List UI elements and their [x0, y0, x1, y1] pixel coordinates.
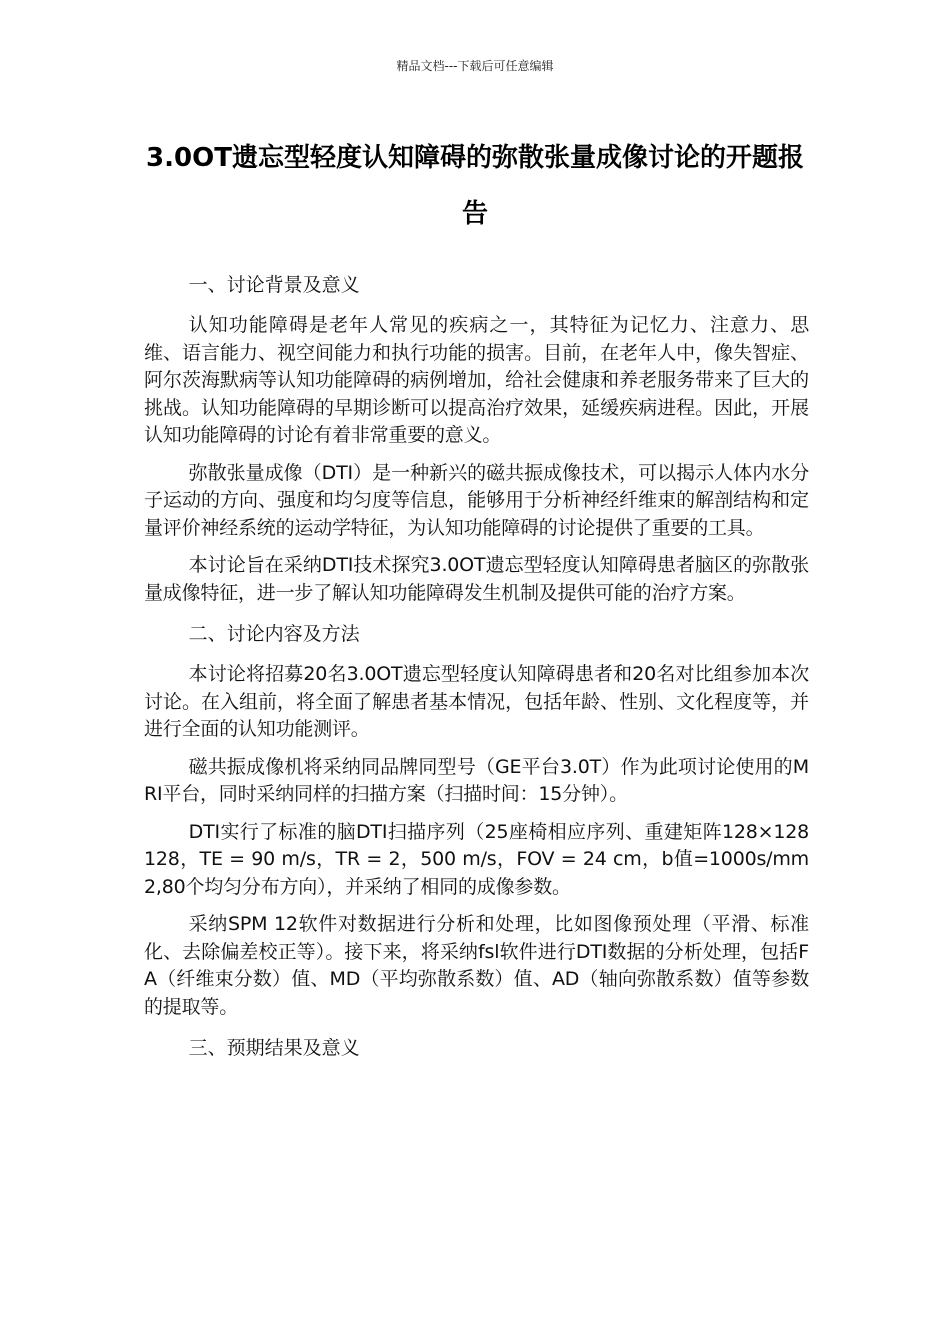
paragraph: 采纳SPM 12软件对数据进行分析和处理，比如图像预处理（平滑、标准化、去除偏差校正等）。接下来，将采纳fsl软件进行DTI数据的分析处理，包括FA（纤维束分数）值、MD（平均弥散系数）值、AD（轴向弥散系数）值等参数的提取等。: [144, 913, 809, 1018]
section-heading: 三、预期结果及意义: [188, 1037, 360, 1059]
paragraph: DTI实行了标准的脑DTI扫描序列（25座椅相应序列、重建矩阵128×128 128，TE = 90 m/s，TR = 2，500 m/s，FOV = 24 cm，b值=1000s/mm2,80个均匀分布方向），并采纳了相同的成像参数。: [144, 820, 809, 898]
section-heading: 一、讨论背景及意义: [188, 274, 360, 296]
paragraph: 弥散张量成像（DTI）是一种新兴的磁共振成像技术，可以揭示人体内水分子运动的方向、强度和均匀度等信息，能够用于分析神经纤维束的解剖结构和定量评价神经系统的运动学特征，为认知功能障碍的讨论提供了重要的工具。: [144, 461, 809, 539]
paragraph: 认知功能障碍是老年人常见的疾病之一，其特征为记忆力、注意力、思维、语言能力、视空间能力和执行功能的损害。目前，在老年人中，像失智症、阿尔茨海默病等认知功能障碍的病例增加，给社会健康和养老服务带来了巨大的挑战。认知功能障碍的早期诊断可以提高治疗效果，延缓疾病进程。因此，开展认知功能障碍的讨论有着非常重要的意义。: [144, 314, 809, 446]
document-title: 3.0OT遗忘型轻度认知障碍的弥散张量成像讨论的开题报告: [146, 143, 804, 229]
paragraph: 本讨论将招募20名3.0OT遗忘型轻度认知障碍患者和20名对比组参加本次讨论。在入组前，将全面了解患者基本情况，包括年龄、性别、文化程度等，并进行全面的认知功能测评。: [144, 663, 809, 740]
paragraph: 本讨论旨在采纳DTI技术探究3.0OT遗忘型轻度认知障碍患者脑区的弥散张量成像特征，进一步了解认知功能障碍发生机制及提供可能的治疗方案。: [144, 554, 809, 604]
document-body: [144, 268, 809, 1075]
paragraph: 磁共振成像机将采纳同品牌同型号（GE平台3.0T）作为此项讨论使用的MRI平台，同时采纳同样的扫描方案（扫描时间：15分钟）。: [144, 755, 809, 805]
header-note: 精品文档---下载后可任意编辑: [396, 59, 554, 73]
section-heading: 二、讨论内容及方法: [188, 623, 360, 645]
